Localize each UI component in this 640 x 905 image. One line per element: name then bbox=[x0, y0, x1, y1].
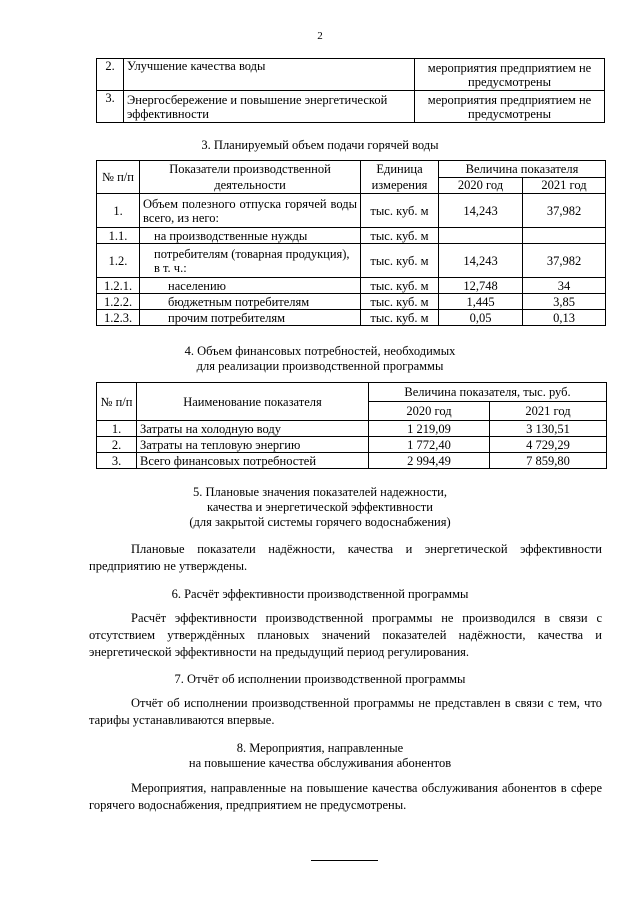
row-value-2021: 34 bbox=[523, 278, 606, 294]
section-5-title-line2: качества и энергетической эффективности bbox=[207, 500, 433, 514]
table-row bbox=[97, 310, 606, 326]
row-name: прочим потребителям bbox=[140, 310, 361, 326]
row-number: 2. bbox=[97, 437, 137, 453]
row-value-2020: 12,748 bbox=[439, 278, 523, 294]
row-number: 1. bbox=[97, 194, 140, 228]
section-6-paragraph bbox=[89, 610, 602, 661]
row-value-2020: 1,445 bbox=[439, 294, 523, 310]
section-5-title-line3: (для закрытой системы горячего водоснабжения) bbox=[189, 515, 451, 529]
row-unit: тыс. куб. м bbox=[361, 244, 439, 278]
row-number: 2. bbox=[97, 59, 124, 91]
row-name: бюджетным потребителям bbox=[140, 294, 361, 310]
row-number: 3. bbox=[97, 91, 124, 123]
page-number: 2 bbox=[317, 30, 323, 42]
table-row bbox=[97, 421, 607, 437]
row-value-2021: 0,13 bbox=[523, 310, 606, 326]
section-8-text: Мероприятия, направленные на повышение качества обслуживания абонентов в сфере горячего водоснабжения, предприятием не предусмотрены. bbox=[89, 781, 602, 812]
measures-table bbox=[96, 58, 605, 123]
row-number: 1.2.1. bbox=[97, 278, 140, 294]
row-name: Всего финансовых потребностей bbox=[137, 453, 369, 469]
header-year-2020: 2020 год bbox=[369, 402, 490, 421]
row-name: Объем полезного отпуска горячей воды всего, из него: bbox=[140, 194, 361, 228]
row-value-2020: 14,243 bbox=[439, 244, 523, 278]
section-8-paragraph bbox=[89, 780, 602, 814]
row-value-2020: 14,243 bbox=[439, 194, 523, 228]
row-value-2021: 37,982 bbox=[523, 194, 606, 228]
row-name: населению bbox=[140, 278, 361, 294]
table-row bbox=[97, 244, 606, 278]
section-6-text: Расчёт эффективности производственной программы не производился в связи с отсутствием утверждённых плановых значений показателей надёжности, качества и энергетической эффективности на предыдущий период регулирования. bbox=[89, 611, 602, 659]
header-num: № п/п bbox=[97, 383, 137, 421]
row-value-2020: 1 219,09 bbox=[369, 421, 490, 437]
row-value-2021 bbox=[523, 228, 606, 244]
section-7-title: 7. Отчёт об исполнении производственной программы bbox=[174, 672, 466, 686]
header-num: № п/п bbox=[97, 161, 140, 194]
table-header-row bbox=[97, 383, 607, 402]
row-name: Улучшение качества воды bbox=[124, 59, 415, 91]
section-7-paragraph bbox=[89, 695, 602, 729]
table-row bbox=[97, 194, 606, 228]
row-status: мероприятия предприятием не предусмотрены bbox=[415, 91, 605, 123]
row-status: мероприятия предприятием не предусмотрены bbox=[415, 59, 605, 91]
header-name: Наименование показателя bbox=[137, 383, 369, 421]
table-header-row bbox=[97, 161, 606, 178]
row-unit: тыс. куб. м bbox=[361, 294, 439, 310]
table-row bbox=[97, 59, 605, 91]
row-name: Затраты на холодную воду bbox=[137, 421, 369, 437]
row-number: 1. bbox=[97, 421, 137, 437]
section-7-text: Отчёт об исполнении производственной программы не представлен в связи с тем, что тарифы устанавливаются впервые. bbox=[89, 696, 602, 727]
row-number: 1.1. bbox=[97, 228, 140, 244]
section-5-title-line1: 5. Плановые значения показателей надежности, bbox=[193, 485, 447, 499]
row-value-2021: 4 729,29 bbox=[490, 437, 607, 453]
row-value-2021: 7 859,80 bbox=[490, 453, 607, 469]
header-year-2021: 2021 год bbox=[523, 177, 606, 194]
row-name: на производственные нужды bbox=[140, 228, 361, 244]
section-6-title: 6. Расчёт эффективности производственной программы bbox=[171, 587, 469, 601]
table-row bbox=[97, 278, 606, 294]
row-value-2020: 0,05 bbox=[439, 310, 523, 326]
table-row bbox=[97, 453, 607, 469]
row-value-2020 bbox=[439, 228, 523, 244]
section-5-text: Плановые показатели надёжности, качества и энергетической эффективности предприятию не утверждены. bbox=[89, 542, 602, 573]
row-unit: тыс. куб. м bbox=[361, 194, 439, 228]
row-value-2020: 1 772,40 bbox=[369, 437, 490, 453]
row-name: Затраты на тепловую энергию bbox=[137, 437, 369, 453]
table-row bbox=[97, 294, 606, 310]
footer-divider bbox=[311, 860, 378, 861]
row-number: 1.2.2. bbox=[97, 294, 140, 310]
header-indicator: Показатели производственной деятельности bbox=[140, 161, 361, 194]
row-unit: тыс. куб. м bbox=[361, 310, 439, 326]
header-year-2021: 2021 год bbox=[490, 402, 607, 421]
section-5-paragraph bbox=[89, 541, 602, 575]
row-unit: тыс. куб. м bbox=[361, 278, 439, 294]
section-4-title-line2: для реализации производственной программы bbox=[196, 359, 444, 373]
row-value-2021: 3,85 bbox=[523, 294, 606, 310]
header-value: Величина показателя, тыс. руб. bbox=[369, 383, 607, 402]
row-number: 3. bbox=[97, 453, 137, 469]
row-name: потребителям (товарная продукция), в т. ч.: bbox=[140, 244, 361, 278]
row-value-2020: 2 994,49 bbox=[369, 453, 490, 469]
hot-water-volume-table bbox=[96, 160, 606, 326]
row-value-2021: 3 130,51 bbox=[490, 421, 607, 437]
section-3-title: 3. Планируемый объем подачи горячей воды bbox=[201, 138, 439, 152]
table-row bbox=[97, 228, 606, 244]
financial-needs-table bbox=[96, 382, 607, 469]
row-value-2021: 37,982 bbox=[523, 244, 606, 278]
section-4-title-line1: 4. Объем финансовых потребностей, необходимых bbox=[184, 344, 456, 358]
row-name: Энергосбережение и повышение энергетической эффективности bbox=[124, 91, 415, 123]
row-unit: тыс. куб. м bbox=[361, 228, 439, 244]
table-row bbox=[97, 91, 605, 123]
row-number: 1.2. bbox=[97, 244, 140, 278]
header-year-2020: 2020 год bbox=[439, 177, 523, 194]
header-value: Величина показателя bbox=[439, 161, 606, 178]
table-row bbox=[97, 437, 607, 453]
header-unit: Единица измерения bbox=[361, 161, 439, 194]
section-8-title-line2: на повышение качества обслуживания абонентов bbox=[188, 756, 452, 770]
row-number: 1.2.3. bbox=[97, 310, 140, 326]
section-8-title-line1: 8. Мероприятия, направленные bbox=[236, 741, 404, 755]
